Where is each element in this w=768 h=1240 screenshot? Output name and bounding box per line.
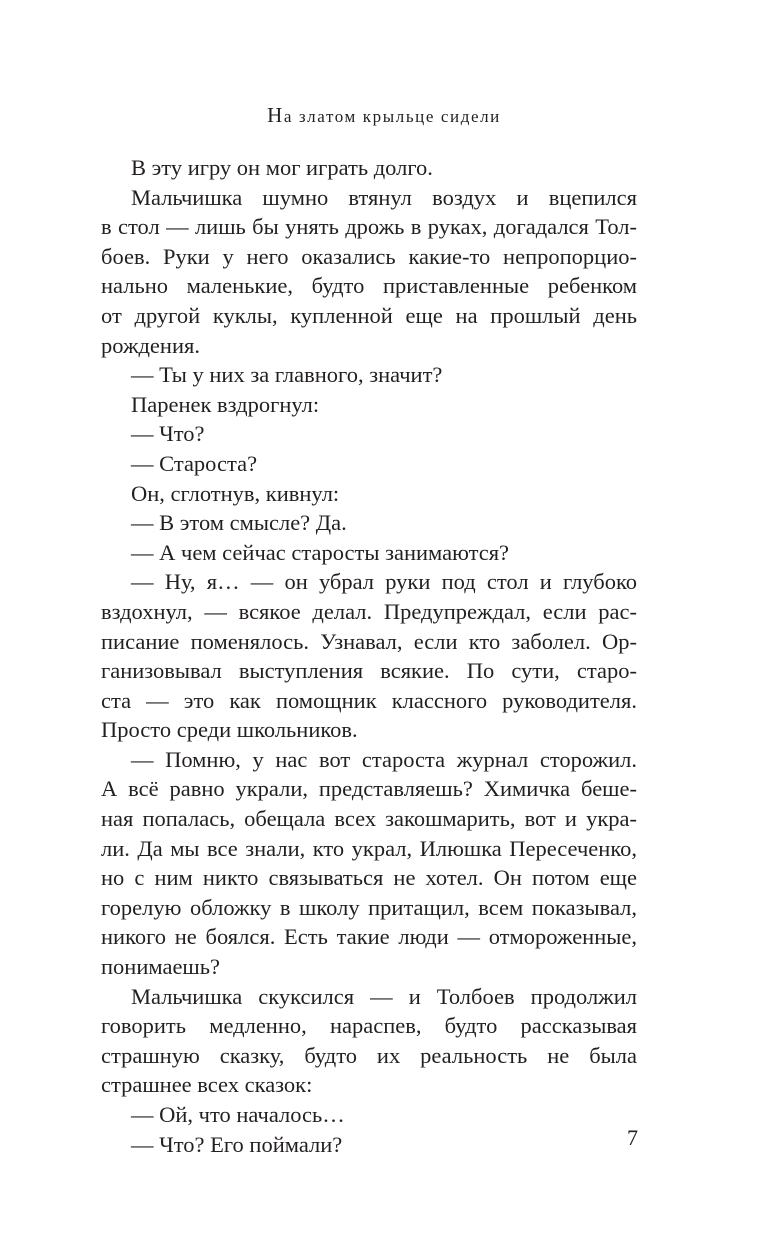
text-line: — Помню, у нас вот староста журнал сторожил. <box>131 746 637 772</box>
text-line: Мальчишка шумно втянул воздух и вцепился <box>131 184 637 210</box>
text-line: — Староста? <box>131 450 258 476</box>
text-line: Мальчишка скуксился — и Толбоев продолжил <box>131 983 637 1009</box>
running-head-text: а златом крыльце сидели <box>283 107 501 126</box>
text-line: горелую обложку в школу притащил, всем показывал, <box>101 894 637 920</box>
running-head <box>0 103 768 129</box>
text-line: страшнее всех сказок: <box>101 1072 313 1098</box>
text-line: но с ним никто связываться не хотел. Он потом еще <box>101 865 637 891</box>
text-line: никого не боялся. Есть такие люди — отмороженные, <box>101 924 637 950</box>
text-line: ная попалась, обещала всех закошмарить, вот и укра- <box>101 806 637 832</box>
text-line: ста — это как помощник классного руководителя. <box>101 687 637 713</box>
page-number: 7 <box>627 1125 638 1150</box>
text-line: Паренек вздрогнул: <box>131 391 320 417</box>
text-line: ганизовывал выступления всякие. По сути, старо- <box>101 658 637 684</box>
text-line: А всё равно украли, представляешь? Химичка беше- <box>101 776 637 802</box>
text-line: В эту игру он мог играть долго. <box>131 155 433 180</box>
text-line: Он, сглотнув, кивнул: <box>131 480 340 506</box>
text-line: вздохнул, — всякое делал. Предупреждал, если рас- <box>101 598 637 624</box>
text-line: — В этом смысле? Да. <box>131 510 347 536</box>
text-line: — Что? <box>131 421 205 447</box>
text-line: — А чем сейчас старосты занимаются? <box>131 539 510 565</box>
text-line: Просто среди школьников. <box>101 717 358 743</box>
text-line: писание поменялось. Узнавал, если кто заболел. Ор- <box>101 628 637 654</box>
text-line: ли. Да мы все знали, кто украл, Илюшка Пересеченко, <box>101 835 637 861</box>
text-line: рождения. <box>101 332 200 358</box>
text-line: — Что? Его поймали? <box>131 1131 343 1157</box>
text-line: нально маленькие, будто приставленные ребенком <box>101 273 637 299</box>
text-line: страшную сказку, будто их реальность не была <box>101 1042 637 1068</box>
text-line: боев. Руки у него оказались какие-то непропорцио- <box>101 243 637 269</box>
running-head-initial: Н <box>267 103 284 127</box>
text-line: говорить медленно, нараспев, будто рассказывая <box>101 1013 637 1039</box>
text-line: — Ну, я… — он убрал руки под стол и глубоко <box>131 569 637 595</box>
text-line: в стол — лишь бы унять дрожь в руках, догадался Тол- <box>101 214 637 240</box>
text-line: понимаешь? <box>101 954 221 980</box>
body-text <box>101 153 637 1159</box>
text-line: от другой куклы, купленной еще на прошлый день <box>101 302 637 328</box>
text-line: — Ой, что началось… <box>131 1102 345 1127</box>
text-line: — Ты у них за главного, значит? <box>131 362 443 388</box>
